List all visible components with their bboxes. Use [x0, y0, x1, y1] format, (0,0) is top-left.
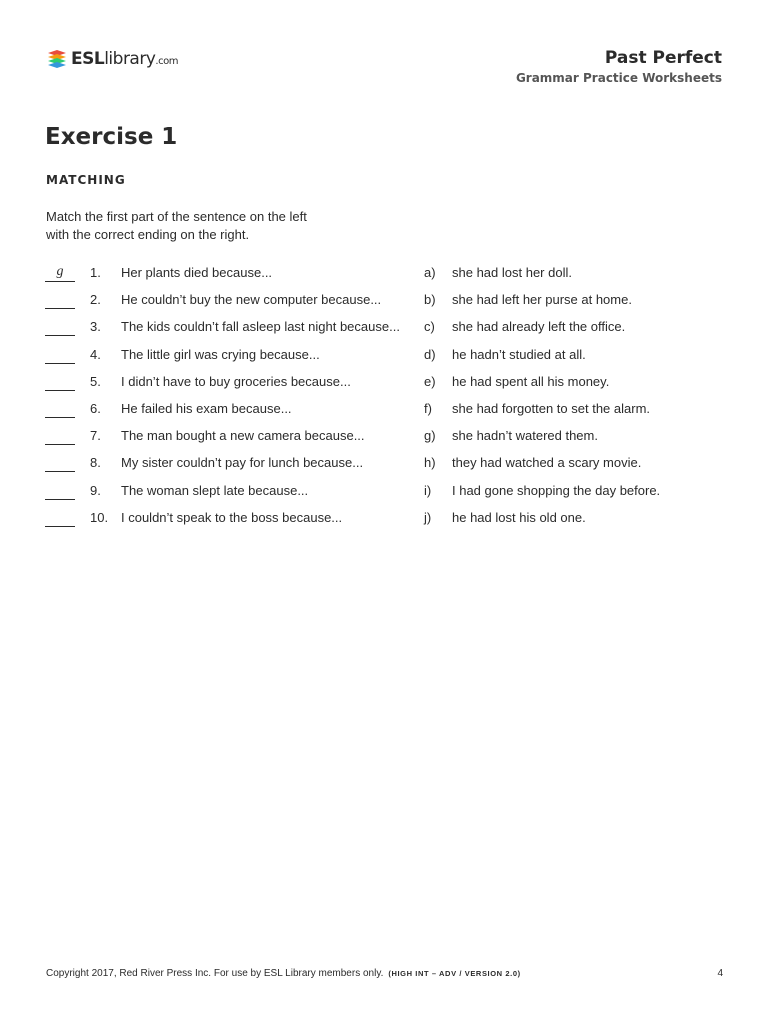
sentence-start: I didn’t have to buy groceries because... — [121, 373, 351, 389]
sentence-ending: I had gone shopping the day before. — [452, 482, 661, 498]
ending-letter: c) — [424, 319, 435, 335]
matching-row — [0, 372, 768, 399]
ending-letter: e) — [424, 373, 436, 389]
answer-blank[interactable] — [45, 347, 75, 364]
answer-blank[interactable] — [45, 401, 75, 418]
ending-letter: d) — [424, 346, 436, 362]
item-number: 8. — [90, 455, 101, 471]
ending-letter: j) — [424, 509, 432, 525]
sentence-ending: he had lost his old one. — [452, 509, 586, 525]
ending-letter: h) — [424, 455, 436, 471]
ending-letter: i) — [424, 482, 432, 498]
worksheet-subtitle: Grammar Practice Worksheets — [515, 71, 722, 85]
sentence-ending: she had lost her doll. — [452, 265, 572, 280]
matching-row — [0, 453, 768, 480]
page-number: 4 — [717, 968, 723, 979]
ending-letter: f) — [424, 400, 432, 416]
item-number: 1. — [90, 265, 101, 280]
sentence-ending: she had left her purse at home. — [452, 292, 632, 308]
footer — [46, 968, 521, 979]
sentence-start: Her plants died because... — [121, 265, 273, 280]
esl-library-logo — [46, 46, 178, 72]
answer-blank[interactable] — [45, 292, 75, 309]
matching-row — [0, 317, 768, 344]
item-number: 3. — [90, 319, 101, 335]
sentence-start: The little girl was crying because... — [121, 346, 320, 362]
answer-blank[interactable] — [45, 455, 75, 472]
instructions — [46, 208, 346, 244]
matching-row — [0, 290, 768, 317]
sentence-start: The kids couldn’t fall asleep last night because... — [121, 319, 400, 335]
sentence-start: The man bought a new camera because... — [121, 428, 365, 444]
sentence-start: The woman slept late because... — [121, 482, 309, 498]
answer-blank[interactable] — [45, 319, 75, 336]
ending-letter: b) — [424, 292, 436, 308]
instructions-line: with the correct ending on the right. — [46, 227, 250, 242]
matching-row — [0, 481, 768, 508]
answer-blank[interactable]: g — [45, 265, 75, 282]
sentence-start: I couldn’t speak to the boss because... — [121, 509, 343, 525]
item-number: 5. — [90, 373, 101, 389]
matching-row — [0, 345, 768, 372]
item-number: 10. — [90, 509, 109, 525]
exercise-title: Exercise 1 — [45, 124, 178, 150]
sentence-ending: she hadn’t watered them. — [452, 428, 598, 444]
level-version: (HIGH INT – ADV / VERSION 2.0) — [388, 969, 521, 978]
sentence-ending: he had spent all his money. — [452, 373, 610, 389]
item-number: 6. — [90, 400, 101, 416]
logo-wordmark: ESLlibrary.com — [71, 49, 178, 69]
sentence-ending: they had watched a scary movie. — [452, 455, 642, 471]
item-number: 4. — [90, 346, 101, 362]
book-stack-logo-icon — [46, 48, 68, 70]
item-number: 2. — [90, 292, 101, 308]
sentence-ending: she had already left the office. — [452, 319, 626, 335]
answer-blank[interactable] — [45, 510, 75, 527]
section-heading: MATCHING — [46, 173, 126, 187]
copyright-text: Copyright 2017, Red River Press Inc. For use by ESL Library members only. — [46, 968, 384, 979]
matching-row — [0, 508, 768, 535]
matching-row — [0, 263, 768, 290]
sentence-start: My sister couldn’t pay for lunch because... — [121, 455, 364, 471]
sentence-start: He failed his exam because... — [121, 400, 292, 416]
sentence-ending: she had forgotten to set the alarm. — [452, 400, 651, 416]
instructions-line: Match the first part of the sentence on the left — [46, 209, 307, 224]
ending-letter: a) — [424, 265, 436, 280]
answer-blank[interactable] — [45, 483, 75, 500]
sentence-ending: he hadn’t studied at all. — [452, 346, 586, 362]
answer-blank[interactable] — [45, 374, 75, 391]
item-number: 9. — [90, 482, 101, 498]
item-number: 7. — [90, 428, 101, 444]
matching-row — [0, 399, 768, 426]
matching-list — [0, 263, 768, 535]
sentence-start: He couldn’t buy the new computer because... — [121, 292, 382, 308]
ending-letter: g) — [424, 428, 436, 444]
matching-row — [0, 426, 768, 453]
worksheet-title: Past Perfect — [604, 48, 722, 68]
answer-blank[interactable] — [45, 428, 75, 445]
